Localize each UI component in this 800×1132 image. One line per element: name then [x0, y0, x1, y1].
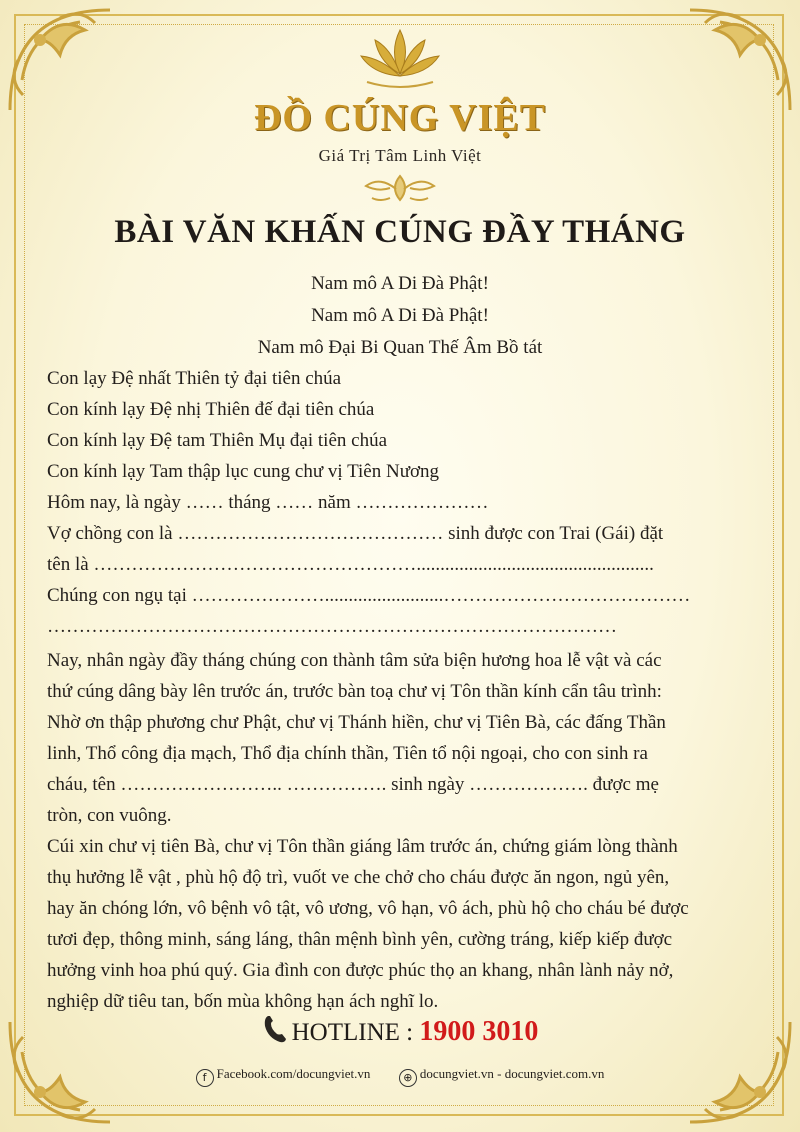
brand-tagline: Giá Trị Tâm Linh Việt — [318, 146, 482, 165]
paragraph2-line-1: Cúi xin chư vị tiên Bà, chư vị Tôn thần giáng lâm trước án, chứng giám lòng thành — [47, 836, 678, 857]
invocation-line-3: Nam mô Đại Bi Quan Thế Âm Bồ tát — [257, 337, 543, 358]
paragraph2-line-3: hay ăn chóng lớn, vô bệnh vô tật, vô ương, vô hạn, vô ách, phù hộ cho cháu bé được — [47, 898, 689, 919]
paragraph1-line-3: Nhờ ơn thập phương chư Phật, chư vị Thánh hiền, chư vị Tiên Bà, các đấng Thần — [47, 712, 666, 733]
lotus-logo-icon — [355, 22, 445, 92]
paragraph1-line-1: Nay, nhân ngày đầy tháng chúng con thành tâm sửa biện hương hoa lễ vật và các — [47, 650, 662, 671]
divider-flourish-icon — [360, 172, 440, 206]
salutation-line-4: Con kính lạy Tam thập lục cung chư vị Tiên Nương — [47, 461, 440, 482]
phone-icon — [262, 1014, 288, 1044]
paragraph2-line-2: thụ hưởng lễ vật , phù hộ độ trì, vuốt ve che chở cho cháu được ăn ngon, ngủ yên, — [47, 867, 670, 888]
facebook-icon: f — [196, 1069, 214, 1087]
document-title: BÀI VĂN KHẤN CÚNG ĐẦY THÁNG — [114, 214, 686, 250]
name-fill-line: tên là …………………………………………….................................................. — [47, 554, 654, 575]
paragraph2-line-5: hưởng vinh hoa phú quý. Gia đình con được phúc thọ an khang, nhân lành nảy nở, — [47, 960, 674, 981]
paragraph1-line-5: cháu, tên …………………….. ……………. sinh ngày ………………. được mẹ — [47, 774, 659, 795]
offering-paragraph — [47, 645, 759, 831]
blessing-paragraph — [47, 831, 759, 1017]
facebook-link[interactable]: Facebook.com/docungviet.vn — [216, 1066, 371, 1081]
website-links[interactable]: docungviet.vn - docungviet.com.vn — [419, 1066, 605, 1081]
hotline-label: HOTLINE : — [291, 1019, 420, 1046]
globe-icon: ⊕ — [399, 1069, 417, 1087]
hotline-banner — [0, 1014, 800, 1048]
paragraph1-line-6: tròn, con vuông. — [47, 805, 172, 826]
hotline-number[interactable]: 1900 3010 — [419, 1016, 539, 1047]
couple-fill-line: Vợ chồng con là …………………………………… sinh được con Trai (Gái) đặt — [47, 523, 664, 544]
paragraph1-line-2: thứ cúng dâng bày lên trước án, trước bàn toạ chư vị Tôn thần kính cẩn tâu trình: — [47, 681, 662, 702]
salutation-line-3: Con kính lạy Đệ tam Thiên Mụ đại tiên chúa — [47, 430, 387, 451]
residence-continuation-line: ……………………………………………………………………………… — [47, 616, 617, 637]
footer-contacts — [0, 1066, 800, 1087]
paragraph2-line-6: nghiệp dữ tiêu tan, bốn mùa không hạn ách nghĩ lo. — [47, 991, 439, 1012]
salutation-line-2: Con kính lạy Đệ nhị Thiên đế đại tiên chúa — [47, 399, 375, 420]
paragraph1-line-4: linh, Thổ công địa mạch, Thổ địa chính thần, Tiên tổ nội ngoại, cho con sinh ra — [47, 743, 648, 764]
brand-name: ĐỒ CÚNG VIỆT — [253, 97, 547, 139]
invocation-line-2: Nam mô A Di Đà Phật! — [311, 305, 489, 326]
invocation-line-1: Nam mô A Di Đà Phật! — [311, 273, 489, 294]
residence-fill-line: Chúng con ngụ tại ………………….........................………………………………… — [47, 585, 691, 606]
date-fill-line: Hôm nay, là ngày …… tháng …… năm ………………… — [47, 492, 489, 513]
salutation-line-1: Con lạy Đệ nhất Thiên tỷ đại tiên chúa — [47, 368, 342, 389]
paragraph2-line-4: tươi đẹp, thông minh, sáng láng, thân mệnh bình yên, cường tráng, kiếp kiếp được — [47, 929, 673, 950]
